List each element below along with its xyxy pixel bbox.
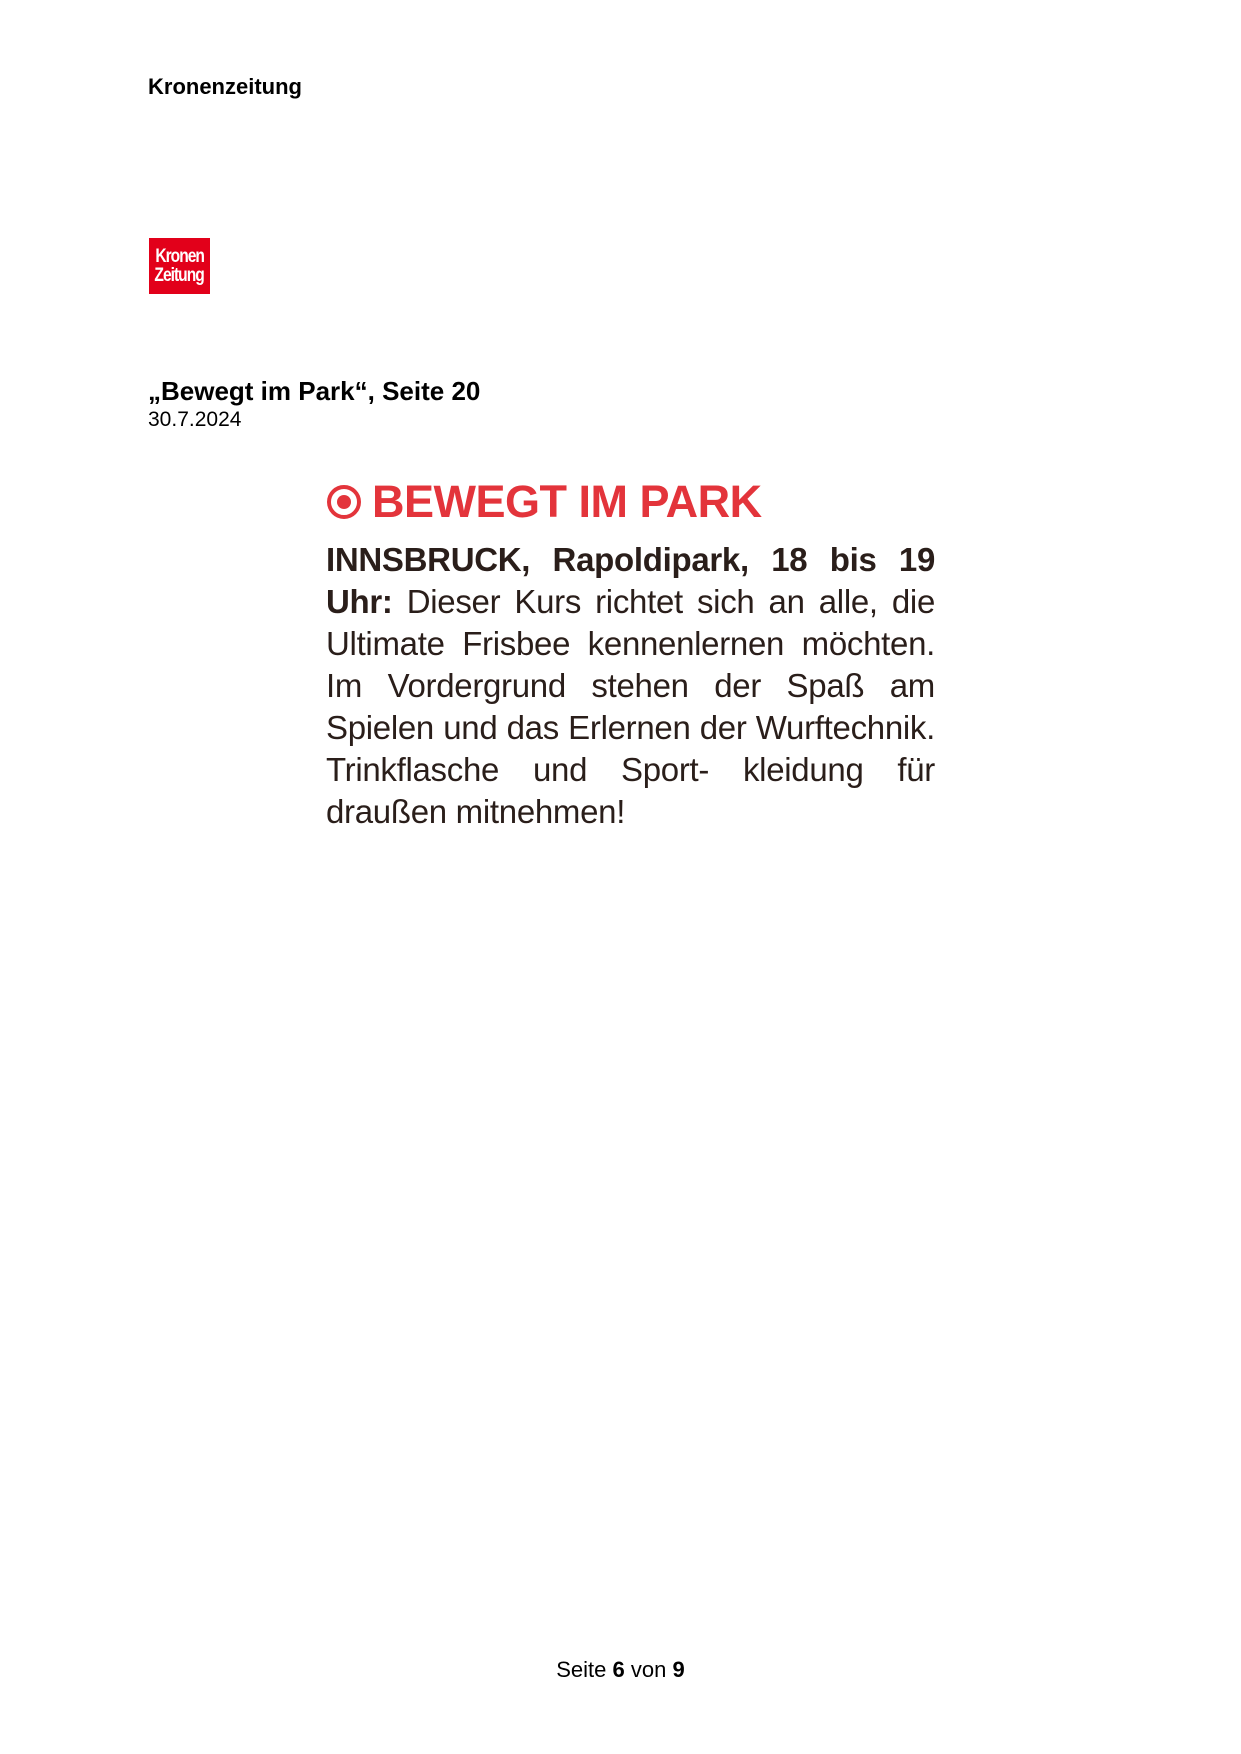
page-footer — [0, 1657, 1241, 1683]
target-icon — [326, 484, 362, 520]
newspaper-clipping — [326, 475, 935, 833]
clipping-lead: INNSBRUCK, Rapoldipark, 18 bis 19 Uhr: — [326, 541, 935, 620]
footer-current-page: 6 — [612, 1657, 625, 1682]
logo-line-2: Zeitung — [154, 265, 205, 286]
clipping-body — [326, 539, 935, 833]
logo-line-1: Kronen — [155, 246, 204, 267]
publication-name: Kronenzeitung — [148, 74, 302, 99]
footer-total-pages: 9 — [672, 1657, 685, 1682]
article-title: „Bewegt im Park“, Seite 20 — [148, 376, 481, 406]
clipping-headline: BEWEGT IM PARK — [372, 476, 762, 527]
footer-prefix: Seite — [556, 1657, 607, 1682]
kronen-zeitung-logo — [149, 238, 210, 294]
clipping-text: Dieser Kurs richtet sich an alle, die Ultimate Frisbee kennenlernen möchten. Im Vordergrund stehen der Spaß am Spielen und das Erlernen der Wurftechnik. Trinkflasche und Sport- kleidung für draußen mitnehmen! — [326, 583, 935, 830]
footer-separator: von — [630, 1657, 667, 1682]
article-date: 30.7.2024 — [148, 408, 242, 431]
clipping-header — [326, 475, 935, 529]
